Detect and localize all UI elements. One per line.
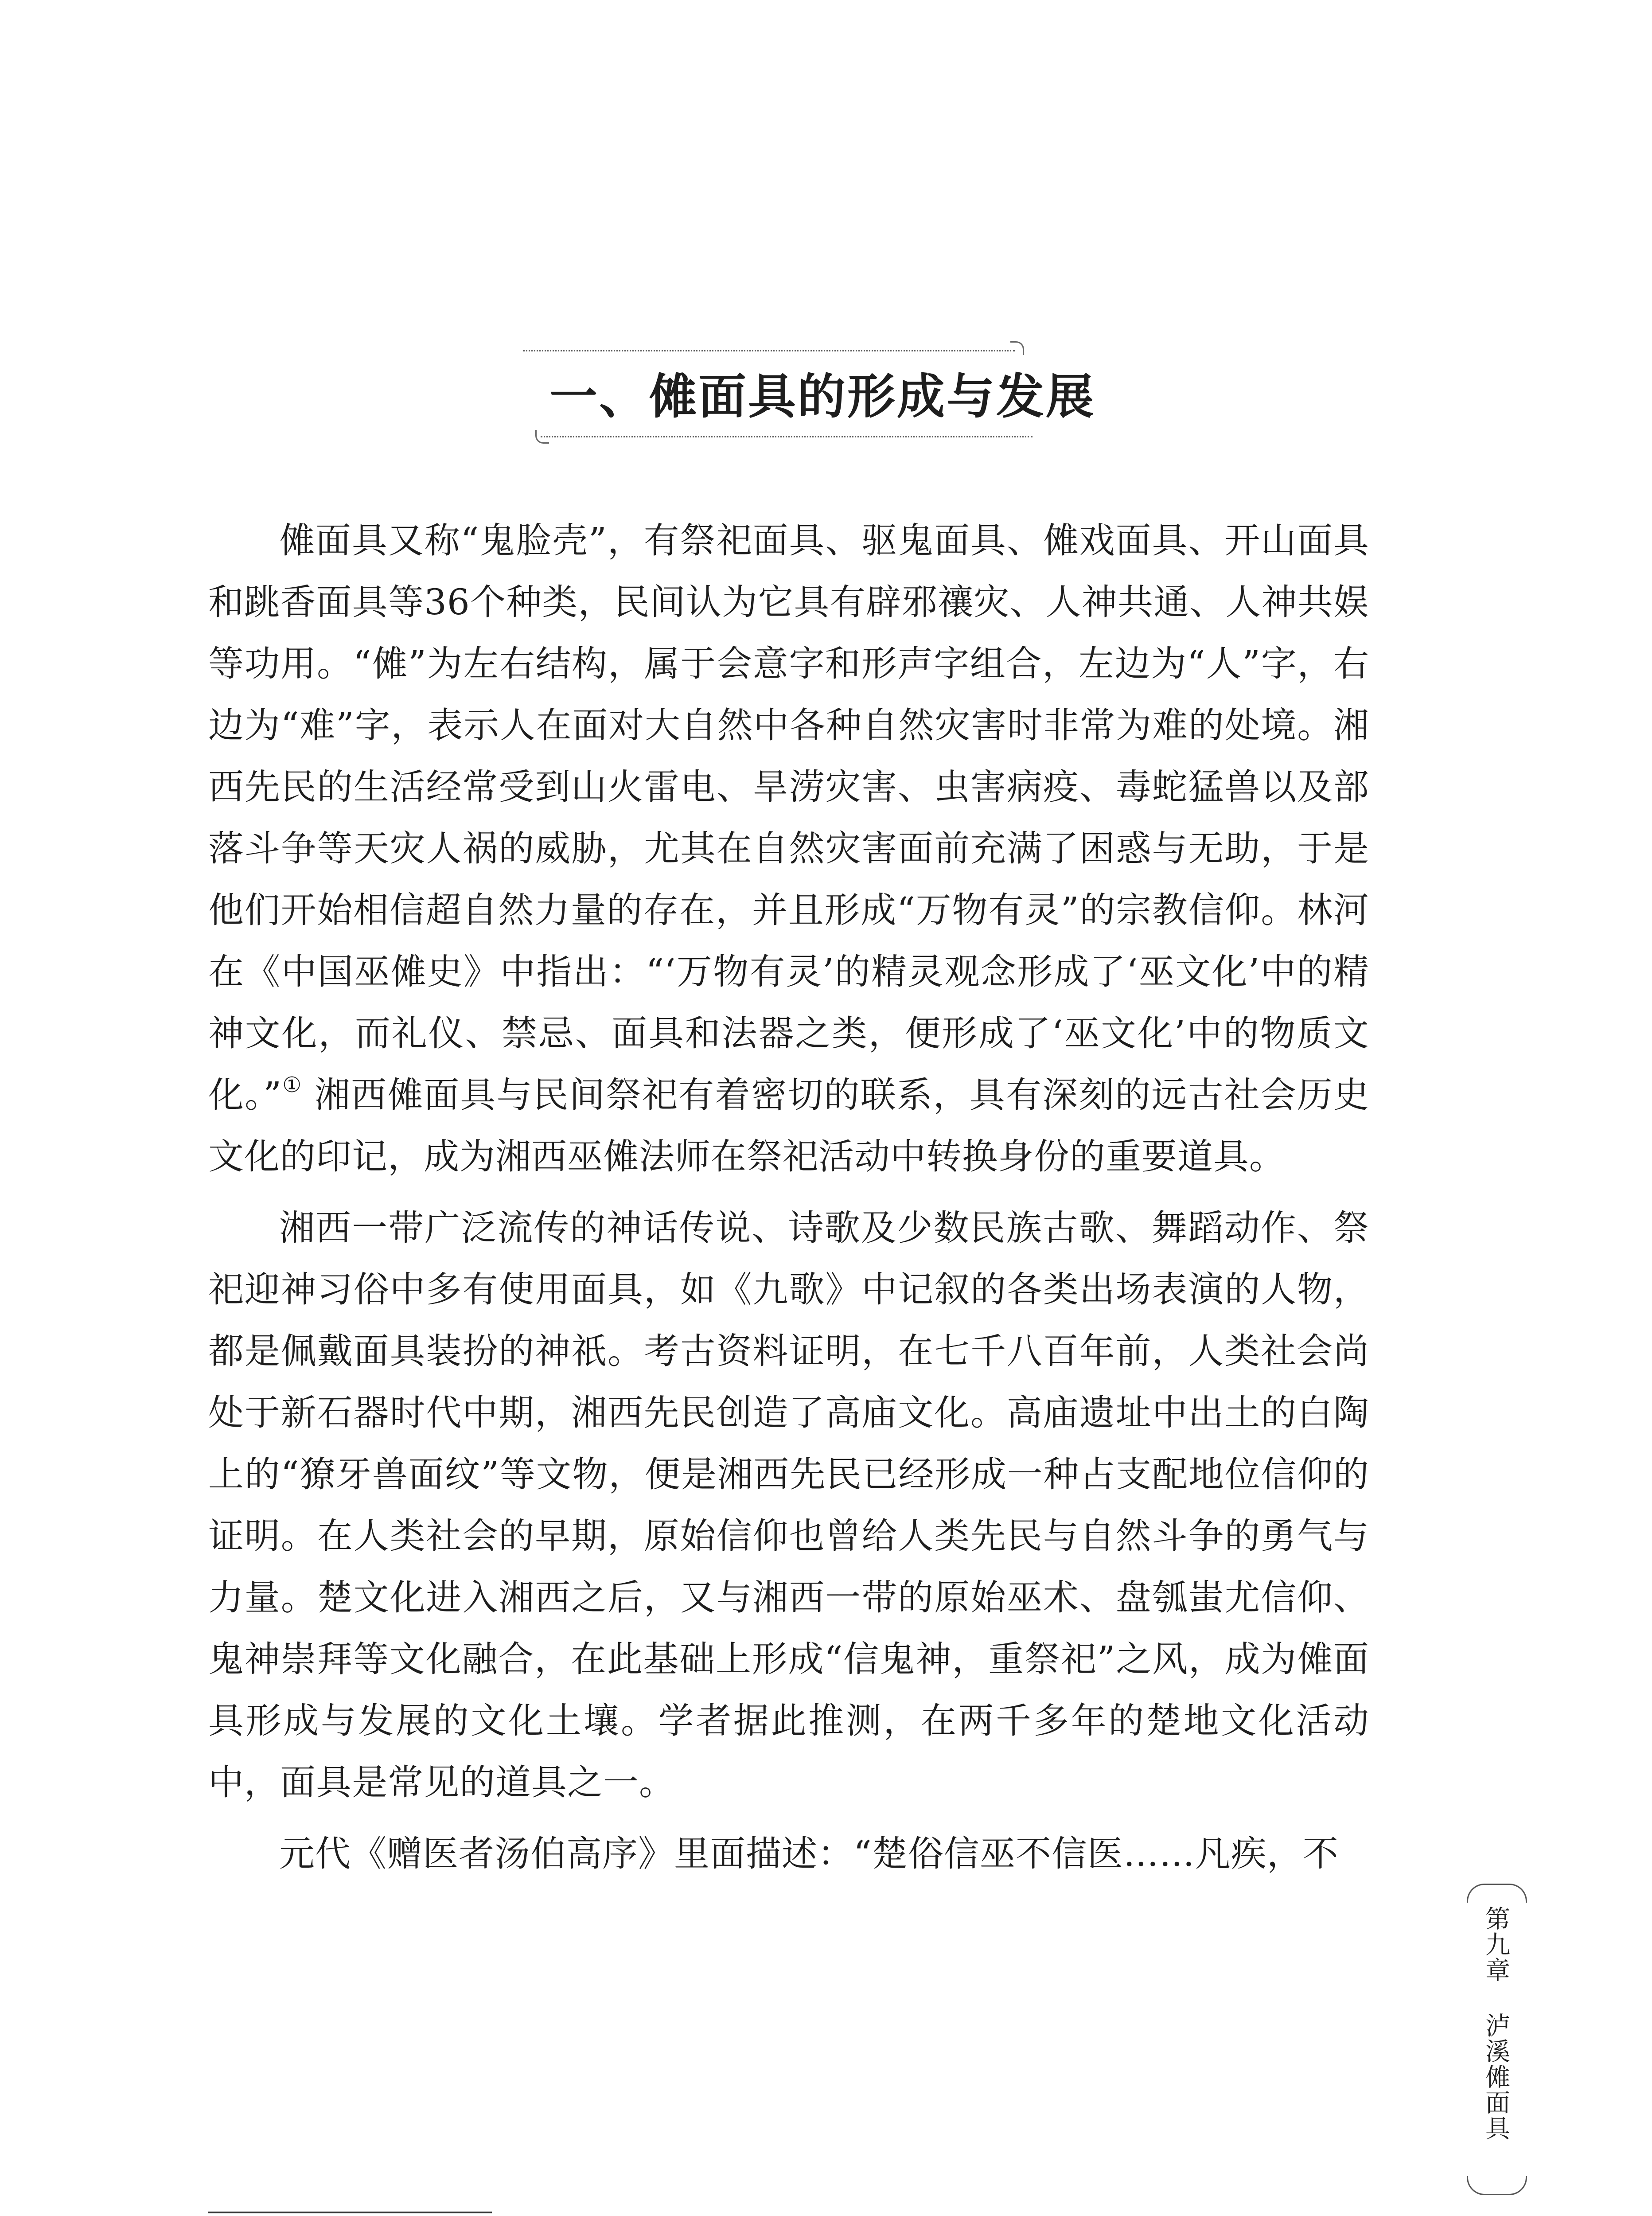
paragraph-3: 元代《赠医者汤伯高序》里面描述：“楚俗信巫不信医……凡疾，不 <box>279 1833 1339 1874</box>
paragraph-2: 湘西一带广泛流传的神话传说、诗歌及少数民族古歌、舞蹈动作、祭祀迎神习俗中多有使用面具，如《九歌》中记叙的各类出场表演的人物，都是佩戴面具装扮的神祇。考古资料证明，在七千八百年前，人类社会尚处于新石器时代中期，湘西先民创造了高庙文化。高庙遗址中出土的白陶上的“獠牙兽面纹”等文物，便是湘西先民已经形成一种占支配地位信仰的证明。在人类社会的早期，原始信仰也曾给人类先民与自然斗争的勇气与力量。楚文化进入湘西之后，又与湘西一带的原始巫术、盘瓠蚩尤信仰、鬼神崇拜等文化融合，在此基础上形成“信鬼神，重祭祀”之风，成为傩面具形成与发展的文化土壤。学者据此推测，在两千多年的楚地文化活动中，面具是常见的道具之一。 <box>208 1207 1369 1803</box>
section-heading-block <box>523 350 1096 452</box>
heading-top-curl <box>1010 341 1024 355</box>
paragraph-1 <box>208 510 1369 1187</box>
body-text <box>208 510 1369 1894</box>
paragraph-1-text: 傩面具又称“鬼脸壳”，有祭祀面具、驱鬼面具、傩戏面具、开山面具和跳香面具等36个种类，民间认为它具有辟邪禳灾、人神共通、人神共娱等功用。“傩”为左右结构，属于会意字和形声字组合，左边为“人”字，右边为“难”字，表示人在面对大自然中各种自然灾害时非常为难的处境。湘西先民的生活经常受到山火雷电、旱涝灾害、虫害病疫、毒蛇猛兽以及部落斗争等天灾人祸的威胁，尤其在自然灾害面前充满了困惑与无助，于是他们开始相信超自然力量的存在，并且形成“万物有灵”的宗教信仰。林河在《中国巫傩史》中指出：“‘万物有灵’的精灵观念形成了‘巫文化’中的精神文化，而礼仪、禁忌、面具和法器之类，便形成了‘巫文化’中的物质文化。” <box>208 520 1369 1116</box>
footnote-reference[interactable]: ① <box>282 1073 303 1097</box>
side-tab-bottom-bracket <box>1467 2176 1527 2195</box>
paragraph-1-continued: 湘西傩面具与民间祭祀有着密切的联系，具有深刻的远古社会历史文化的印记，成为湘西巫傩法师在祭祀活动中转换身份的重要道具。 <box>208 1074 1370 1177</box>
section-title: 一、傩面具的形成与发展 <box>549 369 1096 425</box>
side-tab-top-bracket <box>1467 1884 1527 1903</box>
chapter-running-header: 第九章 泸溪傩面具 <box>1481 1906 1510 2141</box>
footnote-divider <box>208 2212 492 2213</box>
heading-top-rule <box>523 350 1015 351</box>
heading-bottom-rule <box>541 436 1032 437</box>
chapter-side-tab <box>1467 1884 1524 2194</box>
